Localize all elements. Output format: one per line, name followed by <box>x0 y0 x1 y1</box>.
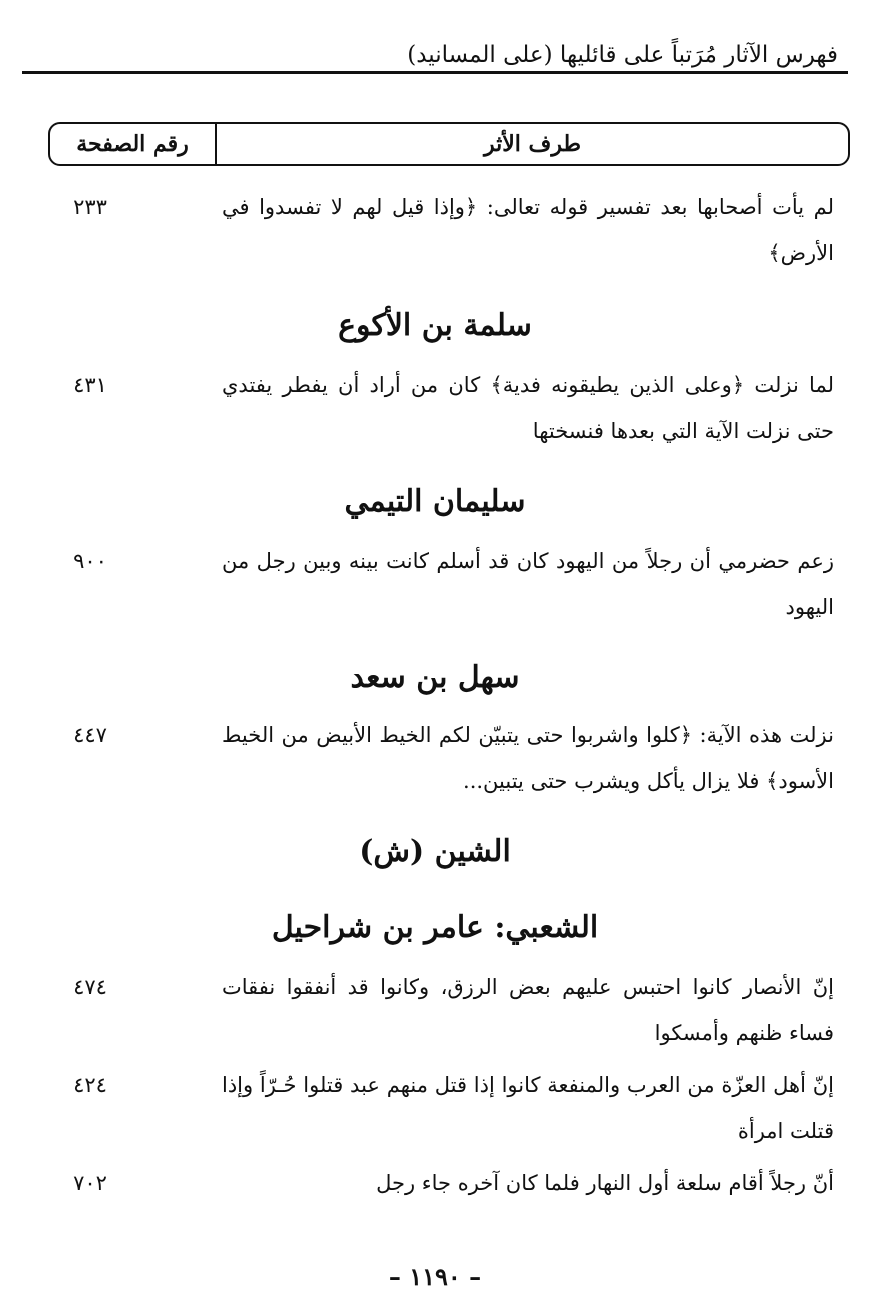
index-entry <box>30 184 834 276</box>
index-entry <box>30 964 834 1056</box>
column-header-page: رقم الصفحة <box>50 124 217 164</box>
section-title: الشعبي: عامر بن شراحيل <box>271 910 599 945</box>
section-title: الشين (ش) <box>359 834 511 869</box>
header-rule <box>22 71 848 74</box>
entry-page-number: ٢٣٣ <box>73 195 107 219</box>
entry-page-number: ٤٣١ <box>73 373 107 397</box>
running-header: فهرس الآثار مُرَتباً على قائليها (على المسانيد) <box>407 42 838 68</box>
entry-page-number: ٤٢٤ <box>73 1073 107 1097</box>
section-title: سلمة بن الأكوع <box>338 308 532 343</box>
entry-page-number: ٤٧٤ <box>73 975 107 999</box>
entry-page-number: ٩٠٠ <box>73 549 107 573</box>
entry-text: إنّ الأنصار كانوا احتبس عليهم بعض الرزق، وكانوا قد أنفقوا نفقات فساء ظنهم وأمسكوا <box>222 975 834 1045</box>
entry-text: أنّ رجلاً أقام سلعة أول النهار فلما كان آخره جاء رجل <box>376 1171 834 1195</box>
entry-text: لم يأت أصحابها بعد تفسير قوله تعالى: ﴿وإذا قيل لهم لا تفسدوا في الأرض﴾ <box>222 195 834 265</box>
entry-page-number: ٤٤٧ <box>73 723 107 747</box>
page-number: – ١١٩٠ – <box>388 1262 482 1291</box>
index-entry <box>30 1160 834 1206</box>
entry-text: زعم حضرمي أن رجلاً من اليهود كان قد أسلم كانت بينه وبين رجل من اليهود <box>222 549 834 619</box>
index-entry <box>30 712 834 804</box>
entry-text: نزلت هذه الآية: ﴿كلوا واشربوا حتى يتبيّن لكم الخيط الأبيض من الخيط الأسود﴾ فلا يزال يأكل ويشرب حتى يتبين... <box>222 723 834 793</box>
column-header-text: طرف الأثر <box>483 131 582 157</box>
table-header <box>48 122 850 166</box>
entry-text: لما نزلت ﴿وعلى الذين يطيقونه فدية﴾ كان من أراد أن يفطر يفتدي حتى نزلت الآية التي بعدها فنسختها <box>222 373 834 443</box>
index-entry <box>30 362 834 454</box>
section-title: سهل بن سعد <box>350 660 520 695</box>
entry-text: إنّ أهل العزّة من العرب والمنفعة كانوا إذا قتل منهم عبد قتلوا حُـرّاً وإذا قتلت امرأة <box>222 1073 834 1143</box>
index-entry <box>30 538 834 630</box>
index-entry <box>30 1062 834 1154</box>
entry-page-number: ٧٠٢ <box>73 1171 107 1195</box>
section-title: سليمان التيمي <box>344 484 526 519</box>
